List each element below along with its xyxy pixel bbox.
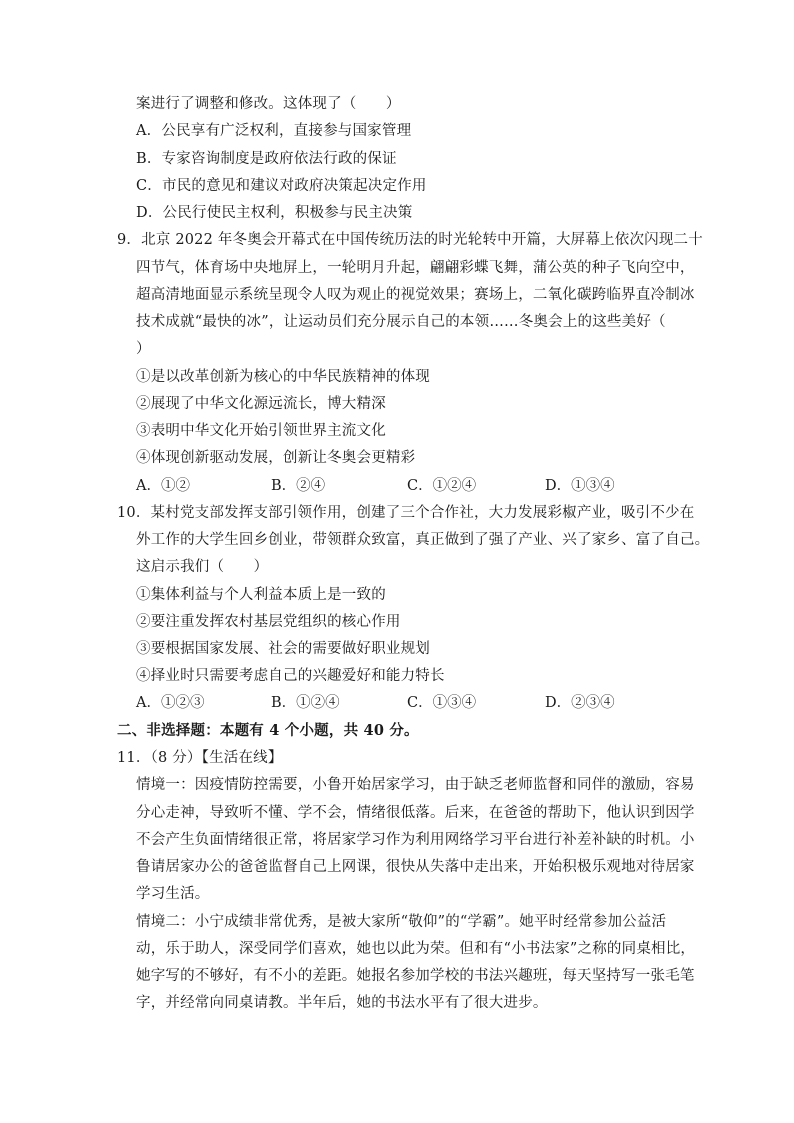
- q11-scenario2-line-4: 字，并经常向同桌请教。半年后，她的书法水平有了很大进步。: [136, 995, 548, 1011]
- q9-stem-line-4: 技术成就“最快的冰”，让运动员们充分展示自己的本领……冬奥会上的这些美好（: [136, 314, 666, 330]
- q8-option-d: D．公民行使民主权利，积极参与民主决策: [136, 205, 413, 221]
- section-2-heading: 二、非选择题：本题有 4 个小题，共 40 分。: [117, 722, 419, 739]
- q10-statement-2: ②要注重发挥农村基层党组织的核心作用: [136, 614, 401, 630]
- q10-statement-4: ④择业时只需要考虑自己的兴趣爱好和能力特长: [136, 668, 445, 684]
- q10-statement-1: ①集体利益与个人利益本质上是一致的: [136, 587, 386, 603]
- q11-scenario2-line-3: 她字写的不够好，有不小的差距。她报名参加学校的书法兴趣班，每天坚持写一张毛笔: [136, 968, 695, 984]
- q10-choice-d: D．②③④: [545, 695, 615, 711]
- q11-scenario2-line-2: 动，乐于助人，深受同学们喜欢，她也以此为荣。但和有“小书法家”之称的同桌相比，: [136, 941, 696, 957]
- q9-choices: [0, 476, 794, 496]
- q9-stem-line-1: 9．北京 2022 年冬奥会开幕式在中国传统历法的时光轮转中开篇，大屏幕上依次闪现二十: [117, 232, 703, 248]
- q11-header: 11．（8 分）【生活在线】: [117, 750, 283, 766]
- q10-stem-line-3: 这启示我们（ ）: [136, 559, 269, 575]
- q9-statement-1: ①是以改革创新为核心的中华民族精神的体现: [136, 369, 430, 385]
- q9-statement-2: ②展现了中华文化源远流长，博大精深: [136, 396, 386, 412]
- q11-scenario1-line-2: 分心走神，导致听不懂、学不会，情绪很低落。后来，在爸爸的帮助下，他认识到因学: [136, 805, 695, 821]
- q10-statement-3: ③要根据国家发展、社会的需要做好职业规划: [136, 641, 430, 657]
- q11-scenario2-line-1: 情境二：小宁成绩非常优秀，是被大家所“敬仰”的“学霸”。她平时经常参加公益活: [136, 914, 667, 930]
- q10-stem-line-1: 10．某村党支部发挥支部引领作用，创建了三个合作社，大力发展彩椒产业，吸引不少在: [117, 505, 695, 521]
- q9-stem-line-2: 四节气，体育场中央地屏上，一轮明月升起，翩翩彩蝶飞舞，蒲公英的种子飞向空中，: [136, 260, 695, 276]
- q8-option-c: C．市民的意见和建议对政府决策起决定作用: [136, 178, 427, 194]
- q9-statement-3: ③表明中华文化开始引领世界主流文化: [136, 423, 386, 439]
- q10-choices: [0, 693, 794, 713]
- q10-choice-c: C．①③④: [407, 695, 477, 711]
- q11-scenario1-line-5: 学习生活。: [136, 886, 210, 902]
- q9-statement-4: ④体现创新驱动发展，创新让冬奥会更精彩: [136, 450, 416, 466]
- q11-scenario1-line-3: 不会产生负面情绪很正常，将居家学习作为利用网络学习平台进行补差补缺的时机。小: [136, 832, 695, 848]
- q10-choice-a: A．①②③: [136, 695, 205, 711]
- q10-stem-line-2: 外工作的大学生回乡创业，带领群众致富，真正做到了强了产业、兴了家乡、富了自己。: [136, 532, 710, 548]
- q9-choice-d: D．①③④: [545, 478, 615, 494]
- q9-stem-line-3: 超高清地面显示系统呈现令人叹为观止的视觉效果；赛场上，二氧化碳跨临界直冷制冰: [136, 287, 695, 303]
- q10-choice-b: B．①②④: [271, 695, 340, 711]
- q9-choice-c: C．①②④: [407, 478, 477, 494]
- q9-choice-b: B．②④: [271, 478, 326, 494]
- q8-option-a: A．公民享有广泛权利，直接参与国家管理: [136, 123, 412, 139]
- q11-scenario1-line-4: 鲁请居家办公的爸爸监督自己上网课，很快从失落中走出来，开始积极乐观地对待居家: [136, 859, 695, 875]
- q8-stem-tail: 案进行了调整和修改。这体现了（ ）: [136, 96, 401, 112]
- q9-stem-line-5: ）: [136, 341, 151, 357]
- q9-choice-a: A．①②: [136, 478, 190, 494]
- q8-option-b: B．专家咨询制度是政府依法行政的保证: [136, 151, 397, 167]
- q11-scenario1-line-1: 情境一：因疫情防控需要，小鲁开始居家学习，由于缺乏老师监督和同伴的激励，容易: [136, 777, 695, 793]
